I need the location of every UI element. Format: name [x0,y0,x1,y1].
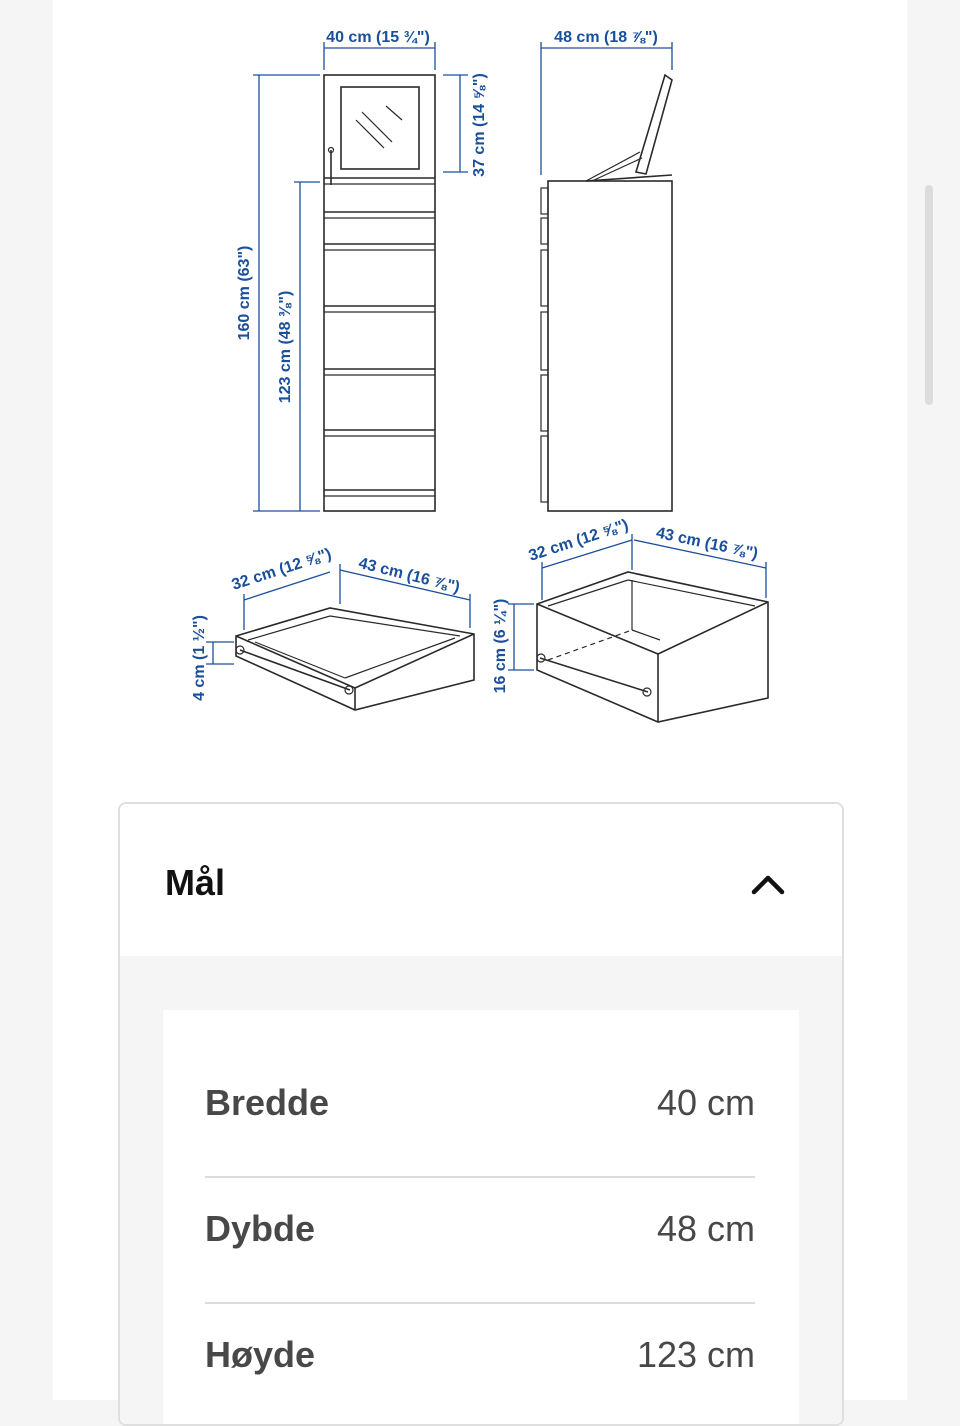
body-height-dimension [277,182,320,511]
dimension-value: 123 cm [636,1334,755,1375]
front-width-dimension [324,29,435,70]
section-title: Mål [165,862,226,903]
dimension-label: Dybde [205,1208,316,1249]
large-drawer-width-dimension [527,517,632,600]
large-drawer-height-dimension [492,599,534,694]
body-height-label: 123 cm (48 ⅜") [277,290,294,404]
dimension-row-depth [205,1174,755,1299]
dimension-row-width [205,1048,755,1173]
dimensions-list [163,1010,799,1426]
mirror-height-label: 37 cm (14 ⅝") [471,73,488,177]
small-drawer [236,608,474,710]
total-height-label: 160 cm (63") [236,245,253,341]
chevron-up-icon[interactable] [748,866,788,902]
small-drawer-depth-label: 43 cm (16 ⅞") [356,554,462,597]
side-depth-label: 48 cm (18 ⅞") [554,29,658,46]
small-drawer-height-dimension [191,615,234,701]
front-width-label: 40 cm (15 ¾") [326,29,430,46]
large-drawer [537,572,768,722]
accordion-body [120,956,842,1426]
dimension-value: 48 cm [656,1208,755,1249]
small-drawer-depth-dimension [340,555,470,628]
front-view [324,75,435,511]
small-drawer-height-label: 4 cm (1 ½") [191,615,208,701]
dimension-value: 40 cm [656,1082,755,1123]
dimension-label: Bredde [205,1082,330,1123]
side-view [541,75,672,511]
accordion-header[interactable] [120,804,842,956]
dimension-label: Høyde [205,1334,316,1375]
small-drawer-width-label: 32 cm (12 ⅝") [229,545,334,594]
large-drawer-height-label: 16 cm (6 ¼") [492,598,509,694]
small-drawer-width-dimension [230,546,334,630]
large-drawer-width-label: 32 cm (12 ⅝") [526,516,631,565]
dimension-row-height [205,1300,755,1425]
mirror-height-dimension [443,73,488,177]
large-drawer-depth-label: 43 cm (16 ⅞") [654,524,760,563]
dimensions-accordion [118,802,844,1426]
